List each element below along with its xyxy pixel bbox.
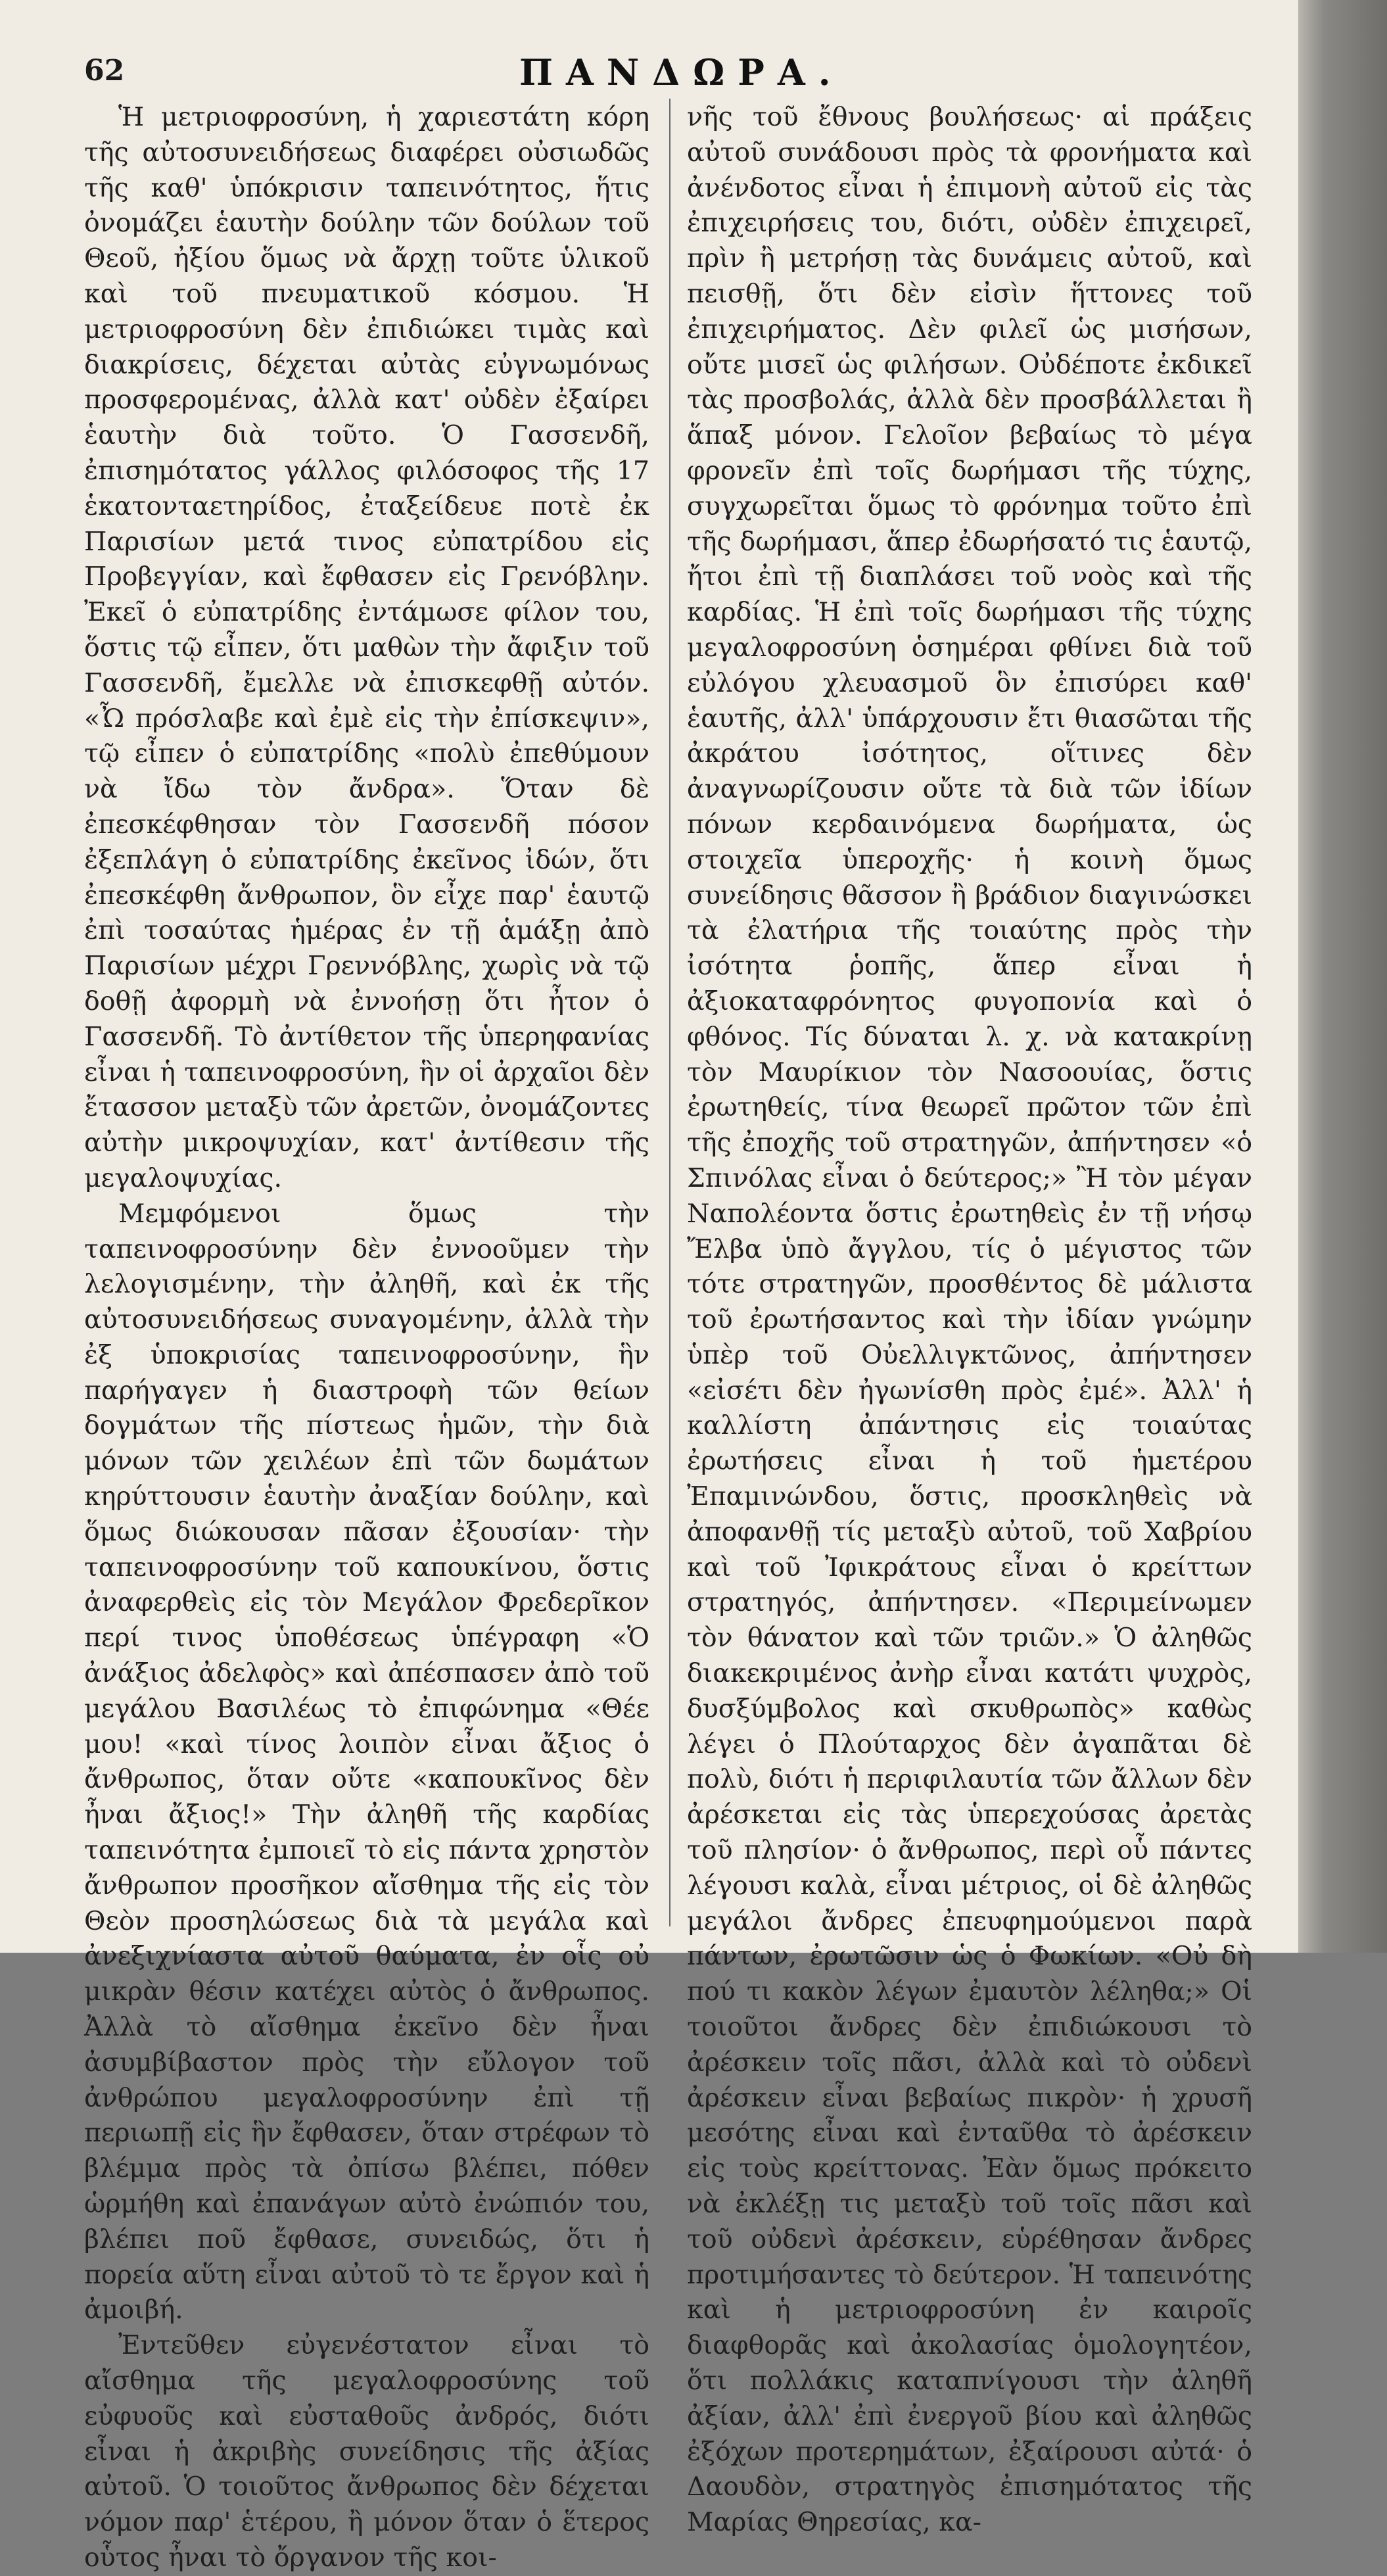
paragraph: Μεμφόμενοι ὅμως τὴν ταπεινοφροσύνην δὲν ἐννοοῦμεν τὴν λελογισμένην, τὴν ἀληθῆ, καὶ ἐκ τῆς αὐτοσυνειδήσεως συναγομένην, ἀλλὰ τὴν ἐξ ὑποκρισίας ταπεινοφροσύνην, ἣν παρήγαγεν ἡ διαστροφὴ τῶν θείων δογμάτων τῆς πίστεως ἡμῶν, τὴν διὰ μόνων τῶν χειλέων ἐπὶ τῶν δωμάτων κηρύττουσιν ἑαυτὴν ἀναξίαν δούλην, καὶ ὅμως διώκουσαν πᾶσαν ἐξουσίαν· τὴν ταπεινοφροσύνην τοῦ καπουκίνου, ὅστις ἀναφερθεὶς εἰς τὸν Μεγάλον Φρεδερῖκον περί τινος ὑποθέσεως ὑπέγραφη «Ὁ ἀνάξιος ἀδελφὸς» καὶ ἀπέσπασεν ἀπὸ τοῦ μεγάλου Βασιλέως τὸ ἐπιφώνημα «Θέε μου! «καὶ τίνος λοιπὸν εἶναι ἄξιος ὁ ἄνθρωπος, ὅταν οὔτε «καπουκῖνος δὲν ἦναι ἄξιος!» Τὴν ἀληθῆ τῆς καρδίας ταπεινότητα ἐμποιεῖ τὸ εἰς πάντα χρηστὸν ἄνθρωπον προσῆκον αἴσθημα τῆς εἰς τὸν Θεὸν προσηλώσεως διὰ τὰ μεγάλα καὶ ἀνεξιχνίαστα αὐτοῦ θαύματα, ἐν οἷς οὐ μικρὰν θέσιν κατέχει αὐτὸς ὁ ἄνθρωπος. Ἀλλὰ τὸ αἴσθημα ἐκεῖνο δὲν ἦναι ἀσυμβίβαστον πρὸς τὴν εὔλογον τοῦ ἀνθρώπου μεγαλοφροσύνην ἐπὶ τῇ περιωπῇ εἰς ἣν ἔφθασεν, ὅταν στρέφων τὸ βλέμμα πρὸς τὰ ὀπίσω βλέπει, πόθεν ὡρμήθη καὶ ἐπανάγων αὐτὸ ἐνώπιόν του, βλέπει ποῦ ἔφθασε, συνειδώς, ὅτι ἡ πορεία αὕτη εἶναι αὐτοῦ τὸ τε ἔργον καὶ ἡ ἀμοιβή. bbox=[84, 1198, 649, 2326]
page-header bbox=[0, 0, 1298, 105]
page-edge-shadow bbox=[1298, 0, 1387, 1953]
paragraph: Ἐντεῦθεν εὐγενέστατον εἶναι τὸ αἴσθημα τῆς μεγαλοφροσύνης τοῦ εὐφυοῦς καὶ εὐσταθοῦς ἀνδρός, διότι εἶναι ἡ ἀκριβὴς συνείδησις τῆς ἀξίας αὐτοῦ. Ὁ τοιοῦτος ἄνθρωπος δὲν δέχεται νόμον παρ' ἑτέρου, ἢ μόνον ὅταν ὁ ἕτερος οὗτος ἦναι τὸ ὄργανον τῆς κοι- bbox=[84, 2330, 649, 2573]
right-column bbox=[687, 100, 1252, 2540]
column-divider bbox=[669, 99, 670, 1926]
page-number: 62 bbox=[84, 54, 125, 87]
paragraph: Ἡ μετριοφροσύνη, ἡ χαριεστάτη κόρη τῆς αὐτοσυνειδήσεως διαφέρει οὐσιωδῶς τῆς καθ' ὑπόκρισιν ταπεινότητος, ἥτις ὀνομάζει ἑαυτὴν δούλην τῶν δούλων τοῦ Θεοῦ, ἠξίου ὅμως νὰ ἄρχῃ τοῦτε ὑλικοῦ καὶ τοῦ πνευματικοῦ κόσμου. Ἡ μετριοφροσύνη δὲν ἐπιδιώκει τιμὰς καὶ διακρίσεις, δέχεται αὐτὰς εὐγνωμόνως προσφερομένας, ἀλλὰ κατ' οὐδὲν ἐξαίρει ἑαυτὴν διὰ τοῦτο. Ὁ Γασσενδῆ, ἐπισημότατος γάλλος φιλόσοφος τῆς 17 ἑκατονταετηρίδος, ἐταξείδευε ποτὲ ἐκ Παρισίων μετά τινος εὐπατρίδου εἰς Προβεγγίαν, καὶ ἔφθασεν εἰς Γρενόβλην. Ἐκεῖ ὁ εὐπατρίδης ἐντάμωσε φίλον του, ὅστις τῷ εἶπεν, ὅτι μαθὼν τὴν ἄφιξιν τοῦ Γασσενδῆ, ἔμελλε νὰ ἐπισκεφθῇ αὐτόν. «Ὦ πρόσλαβε καὶ ἐμὲ εἰς τὴν ἐπίσκεψιν», τῷ εἶπεν ὁ εὐπατρίδης «πολὺ ἐπεθύμουν νὰ ἴδω τὸν ἄνδρα». Ὅταν δὲ ἐπεσκέφθησαν τὸν Γασσενδῆ πόσον ἐξεπλάγη ὁ εὐπατρίδης ἐκεῖνος ἰδών, ὅτι ἐπεσκέφθη ἄνθρωπον, ὃν εἶχε παρ' ἑαυτῷ ἐπὶ τοσαύτας ἡμέρας ἐν τῇ ἁμάξῃ ἀπὸ Παρισίων μέχρι Γρεννόβλης, χωρὶς νὰ τῷ δοθῇ ἀφορμὴ νὰ ἐννοήσῃ ὅτι ἦτον ὁ Γασσενδῆ. Τὸ ἀντίθετον τῆς ὑπερηφανίας εἶναι ἡ ταπεινοφροσύνη, ἣν οἱ ἀρχαῖοι δὲν ἔτασσον μεταξὺ τῶν ἀρετῶν, ὀνομάζοντες αὐτὴν μικροψυχίαν, κατ' ἀντίθεσιν τῆς μεγαλοψυχίας. bbox=[84, 102, 649, 1193]
left-column bbox=[84, 100, 649, 2576]
paragraph: νῆς τοῦ ἔθνους βουλήσεως· αἱ πράξεις αὐτοῦ συνάδουσι πρὸς τὰ φρονήματα καὶ ἀνένδοτος εἶναι ἡ ἐπιμονὴ αὐτοῦ εἰς τὰς ἐπιχειρήσεις του, διότι, οὐδὲν ἐπιχειρεῖ, πρὶν ἢ μετρήσῃ τὰς δυνάμεις αὐτοῦ, καὶ πεισθῇ, ὅτι δὲν εἰσὶν ἥττονες τοῦ ἐπιχειρήματος. Δὲν φιλεῖ ὡς μισήσων, οὔτε μισεῖ ὡς φιλήσων. Οὐδέποτε ἐκδικεῖ τὰς προσβολάς, ἀλλὰ δὲν προσβάλλεται ἢ ἅπαξ μόνον. Γελοῖον βεβαίως τὸ μέγα φρονεῖν ἐπὶ τοῖς δωρήμασι τῆς τύχης, συγχωρεῖται ὅμως τὸ φρόνημα τοῦτο ἐπὶ τῆς δωρήμασι, ἅπερ ἐδωρήσατό τις ἑαυτῷ, ἤτοι ἐπὶ τῇ διαπλάσει τοῦ νοὸς καὶ τῆς καρδίας. Ἡ ἐπὶ τοῖς δωρήμασι τῆς τύχης μεγαλοφροσύνη ὁσημέραι φθίνει διὰ τοῦ εὐλόγου χλευασμοῦ ὃν ἐπισύρει καθ' ἑαυτῆς, ἀλλ' ὑπάρχουσιν ἔτι θιασῶται τῆς ἀκράτου ἰσότητος, οἵτινες δὲν ἀναγνωρίζουσιν οὔτε τὰ διὰ τῶν ἰδίων πόνων κερδαινόμενα δωρήματα, ὡς στοιχεῖα ὑπεροχῆς· ἡ κοινὴ ὅμως συνείδησις θᾶσσον ἢ βράδιον διαγινώσκει τὰ ἐλατήρια τῆς τοιαύτης πρὸς τὴν ἰσότητα ῥοπῆς, ἅπερ εἶναι ἡ ἀξιοκαταφρόνητος φυγοπονία καὶ ὁ φθόνος. Τίς δύναται λ. χ. νὰ κατακρίνῃ τὸν Μαυρίκιον τὸν Νασοουίας, ὅστις ἐρωτηθείς, τίνα θεωρεῖ πρῶτον τῶν ἐπὶ τῆς ἐποχῆς τοῦ στρατηγῶν, ἀπήντησεν «ὁ Σπινόλας εἶναι ὁ δεύτερος;» Ἢ τὸν μέγαν Ναπολέοντα ὅστις ἐρωτηθεὶς ἐν τῇ νήσῳ Ἔλβα ὑπὸ ἄγγλου, τίς ὁ μέγιστος τῶν τότε στρατηγῶν, προσθέντος δὲ μάλιστα τοῦ ἐρωτήσαντος καὶ τὴν ἰδίαν γνώμην ὑπὲρ τοῦ Οὐελλιγκτῶνος, ἀπήντησεν «εἰσέτι δὲν ἠγωνίσθη πρὸς ἐμέ». Ἀλλ' ἡ καλλίστη ἀπάντησις εἰς τοιαύτας ἐρωτήσεις εἶναι ἡ τοῦ ἡμετέρου Ἐπαμινώνδου, ὅστις, προσκληθεὶς νὰ ἀποφανθῇ τίς μεταξὺ αὐτοῦ, τοῦ Χαβρίου καὶ τοῦ Ἰφικράτους εἶναι ὁ κρείττων στρατηγός, ἀπήντησεν. «Περιμείνωμεν τὸν θάνατον καὶ τῶν τριῶν.» Ὁ ἀληθῶς διακεκριμένος ἀνὴρ εἶναι κατάτι ψυχρὸς, δυσξύμβολος καὶ σκυθρωπὸς» καθὼς λέγει ὁ Πλούταρχος δὲν ἀγαπᾶται δὲ πολὺ, διότι ἡ περιφιλαυτία τῶν ἄλλων δὲν ἀρέσκεται εἰς τὰς ὑπερεχούσας ἀρετὰς τοῦ πλησίον· ὁ ἄνθρωπος, περὶ οὗ πάντες λέγουσι καλὰ, εἶναι μέτριος, οἱ δὲ ἀληθῶς μεγάλοι ἄνδρες ἐπευφημούμενοι παρὰ πάντων, ἐρωτῶσιν ὡς ὁ Φωκίων. «Οὐ δὴ πού τι κακὸν λέγων ἐμαυτὸν λέληθα;» Οἱ τοιοῦτοι ἄνδρες δὲν ἐπιδιώκουσι τὸ ἀρέσκειν τοῖς πᾶσι, ἀλλὰ καὶ τὸ οὐδενὶ ἀρέσκειν εἶναι βεβαίως πικρὸν· ἡ χρυσῆ μεσότης εἶναι καὶ ἐνταῦθα τὸ ἀρέσκειν εἰς τοὺς κρείττονας. Ἐὰν ὅμως πρόκειτο νὰ ἐκλέξῃ τις μεταξὺ τοῦ τοῖς πᾶσι καὶ τοῦ οὐδενὶ ἀρέσκειν, εὑρέθησαν ἄνδρες προτιμήσαντες τὸ δεύτερον. Ἡ ταπεινότης καὶ ἡ μετριοφροσύνη ἐν καιροῖς διαφθορᾶς καὶ ἀκολασίας ὁμολογητέον, ὅτι πολλάκις καταπνίγουσι τὴν ἀληθῆ ἀξίαν, ἀλλ' ἐπὶ ἐνεργοῦ βίου καὶ ἀληθῶς ἐξόχων προτερημάτων, ἐξαίρουσι αὐτά· ὁ Δαουδὸν, στρατηγὸς ἐπισημότατος τῆς Μαρίας Θηρεσίας, κα- bbox=[687, 102, 1252, 2538]
running-title: ΠΑΝΔΩΡΑ. bbox=[519, 51, 844, 93]
